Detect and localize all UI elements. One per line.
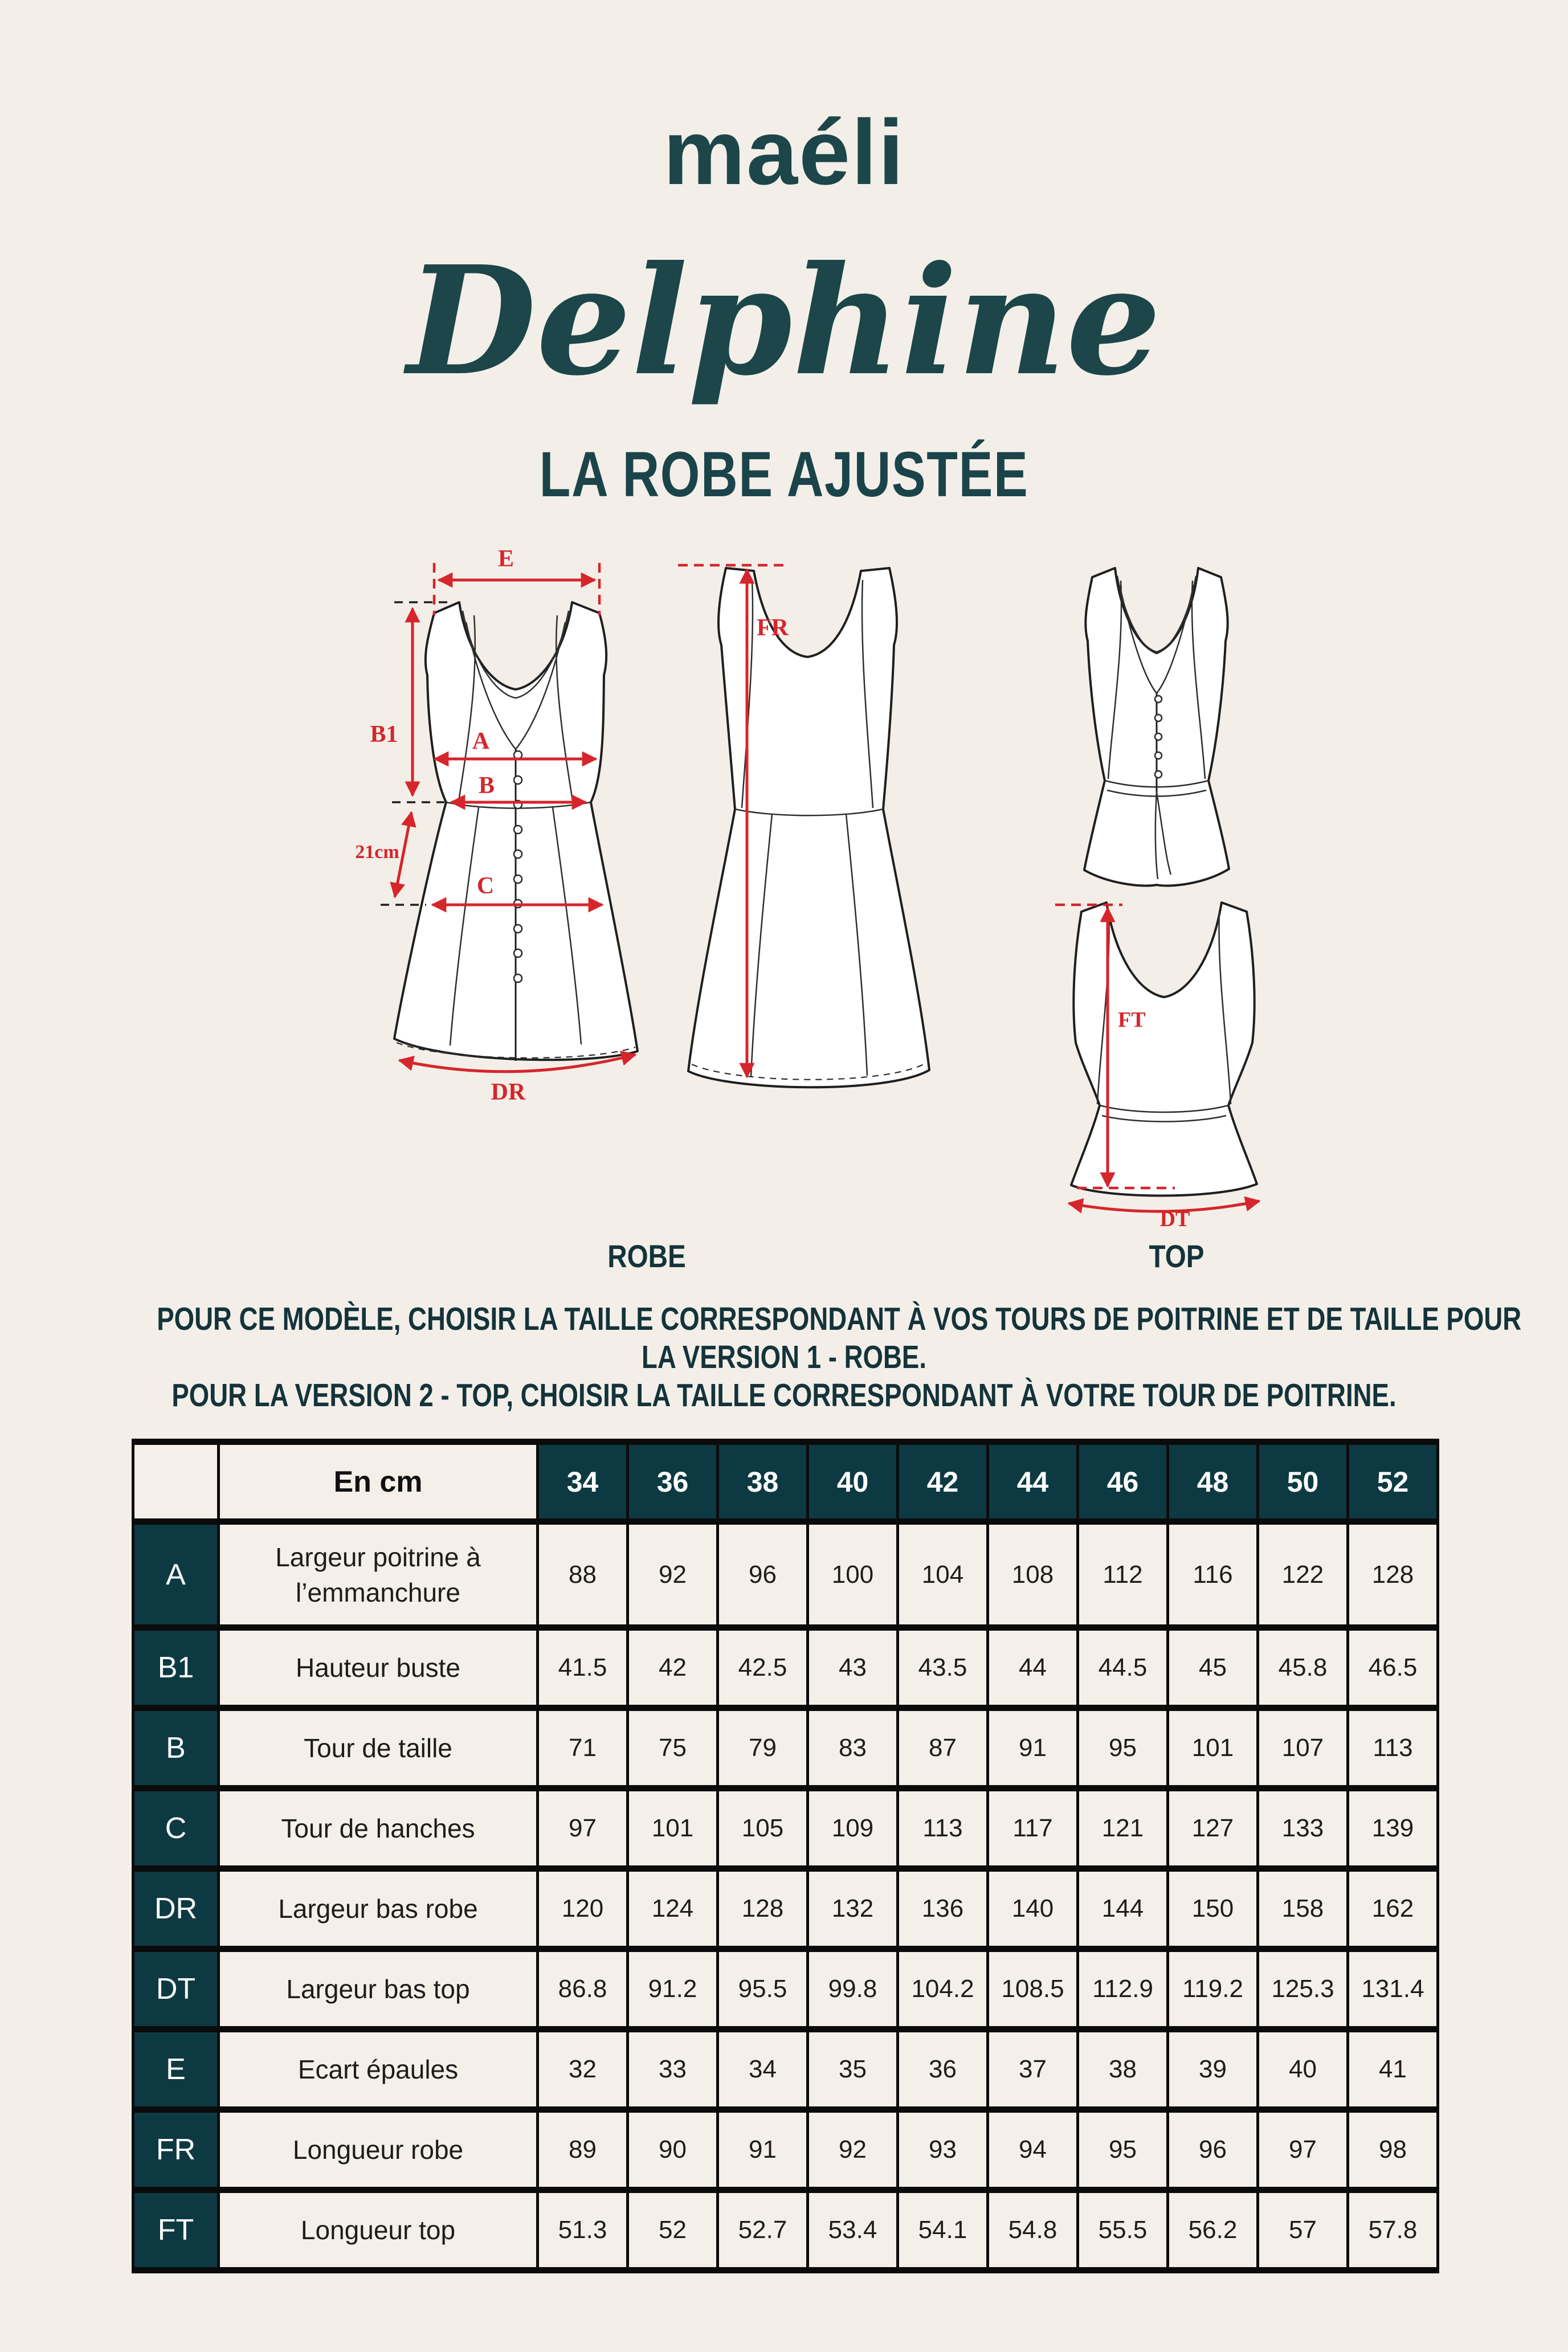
row-code: C bbox=[133, 1788, 219, 1869]
size-value: 140 bbox=[988, 1869, 1078, 1949]
table-row bbox=[133, 1949, 1438, 2030]
size-header: 40 bbox=[808, 1442, 898, 1522]
size-value: 89 bbox=[538, 2110, 628, 2190]
size-value: 41.5 bbox=[538, 1628, 628, 1708]
size-value: 71 bbox=[538, 1708, 628, 1788]
size-value: 131.4 bbox=[1348, 1949, 1438, 2030]
size-value: 39 bbox=[1168, 2030, 1258, 2110]
row-label: Largeur bas top bbox=[219, 1949, 538, 2030]
size-header: 46 bbox=[1078, 1442, 1168, 1522]
size-value: 86.8 bbox=[538, 1949, 628, 2030]
top-front-drawing bbox=[1063, 556, 1251, 895]
pattern-subtitle: LA ROBE AJUSTÉE bbox=[539, 439, 1029, 510]
size-value: 95.5 bbox=[718, 1949, 808, 2030]
size-value: 105 bbox=[718, 1788, 808, 1869]
instruction-line: LA VERSION 1 - ROBE. bbox=[642, 1339, 926, 1375]
size-header: 34 bbox=[538, 1442, 628, 1522]
size-value: 92 bbox=[628, 1522, 718, 1628]
measure-label-fr: FR bbox=[757, 615, 789, 641]
dress-front-drawing bbox=[342, 530, 672, 1105]
size-value: 92 bbox=[808, 2110, 898, 2190]
size-value: 96 bbox=[718, 1522, 808, 1628]
size-value: 125.3 bbox=[1258, 1949, 1348, 2030]
size-value: 132 bbox=[808, 1869, 898, 1949]
size-value: 36 bbox=[898, 2030, 988, 2110]
row-label: Tour de hanches bbox=[219, 1788, 538, 1869]
table-row bbox=[133, 2190, 1438, 2271]
size-value: 119.2 bbox=[1168, 1949, 1258, 2030]
size-value: 51.3 bbox=[538, 2190, 628, 2271]
row-label: Longueur robe bbox=[219, 2110, 538, 2190]
size-value: 90 bbox=[628, 2110, 718, 2190]
table-row bbox=[133, 1708, 1438, 1788]
garment-outline bbox=[688, 568, 929, 1087]
size-value: 83 bbox=[808, 1708, 898, 1788]
size-value: 45 bbox=[1168, 1628, 1258, 1708]
measure-label-a: A bbox=[472, 728, 490, 754]
size-value: 97 bbox=[538, 1788, 628, 1869]
size-value: 101 bbox=[628, 1788, 718, 1869]
size-value: 104.2 bbox=[898, 1949, 988, 2030]
table-row bbox=[133, 2030, 1438, 2110]
size-value: 128 bbox=[1348, 1522, 1438, 1628]
measure-label-21cm: 21cm bbox=[355, 842, 399, 863]
row-label: Largeur bas robe bbox=[219, 1869, 538, 1949]
row-label: Longueur top bbox=[219, 2190, 538, 2271]
size-value: 112.9 bbox=[1078, 1949, 1168, 2030]
size-value: 75 bbox=[628, 1708, 718, 1788]
size-value: 33 bbox=[628, 2030, 718, 2110]
size-value: 91 bbox=[988, 1708, 1078, 1788]
size-header: 44 bbox=[988, 1442, 1078, 1522]
size-value: 55.5 bbox=[1078, 2190, 1168, 2271]
measure-label-b: B bbox=[478, 773, 495, 799]
size-header: 36 bbox=[628, 1442, 718, 1522]
row-code: DT bbox=[133, 1949, 219, 2030]
size-value: 87 bbox=[898, 1708, 988, 1788]
row-code: FR bbox=[133, 2110, 219, 2190]
size-value: 122 bbox=[1258, 1522, 1348, 1628]
row-code: B1 bbox=[133, 1628, 219, 1708]
size-value: 99.8 bbox=[808, 1949, 898, 2030]
size-value: 52 bbox=[628, 2190, 718, 2271]
top-back-garment bbox=[1071, 903, 1257, 1196]
size-value: 88 bbox=[538, 1522, 628, 1628]
size-value: 42 bbox=[628, 1628, 718, 1708]
table-row bbox=[133, 1869, 1438, 1949]
size-value: 38 bbox=[1078, 2030, 1168, 2110]
size-value: 97 bbox=[1258, 2110, 1348, 2190]
size-table bbox=[132, 1439, 1439, 2273]
size-value: 95 bbox=[1078, 1708, 1168, 1788]
top-back-drawing bbox=[1054, 889, 1293, 1231]
size-value: 113 bbox=[1348, 1708, 1438, 1788]
size-value: 43.5 bbox=[898, 1628, 988, 1708]
size-value: 109 bbox=[808, 1788, 898, 1869]
table-header-row bbox=[133, 1442, 1438, 1522]
size-value: 117 bbox=[988, 1788, 1078, 1869]
size-value: 53.4 bbox=[808, 2190, 898, 2271]
table-row bbox=[133, 1788, 1438, 1869]
measure-label-dr: DR bbox=[491, 1079, 526, 1105]
size-value: 121 bbox=[1078, 1788, 1168, 1869]
top-caption: TOP bbox=[1149, 1238, 1204, 1274]
measure-label-c: C bbox=[476, 873, 495, 899]
measure-label-ft: FT bbox=[1118, 1008, 1146, 1032]
size-value: 32 bbox=[538, 2030, 628, 2110]
size-value: 133 bbox=[1258, 1788, 1348, 1869]
size-value: 94 bbox=[988, 2110, 1078, 2190]
dress-back-drawing bbox=[667, 536, 957, 1111]
size-value: 124 bbox=[628, 1869, 718, 1949]
size-value: 95 bbox=[1078, 2110, 1168, 2190]
size-value: 144 bbox=[1078, 1869, 1168, 1949]
size-value: 104 bbox=[898, 1522, 988, 1628]
size-header: 50 bbox=[1258, 1442, 1348, 1522]
size-value: 44.5 bbox=[1078, 1628, 1168, 1708]
unit-header: En cm bbox=[219, 1442, 538, 1522]
size-value: 52.7 bbox=[718, 2190, 808, 2271]
table-row bbox=[133, 1628, 1438, 1708]
dress-back-garment bbox=[688, 568, 929, 1087]
row-code: DR bbox=[133, 1869, 219, 1949]
size-value: 128 bbox=[718, 1869, 808, 1949]
size-value: 37 bbox=[988, 2030, 1078, 2110]
size-value: 136 bbox=[898, 1869, 988, 1949]
row-code: FT bbox=[133, 2190, 219, 2271]
size-value: 98 bbox=[1348, 2110, 1438, 2190]
size-value: 158 bbox=[1258, 1869, 1348, 1949]
size-value: 139 bbox=[1348, 1788, 1438, 1869]
row-code: A bbox=[133, 1522, 219, 1628]
size-value: 112 bbox=[1078, 1522, 1168, 1628]
size-value: 56.2 bbox=[1168, 2190, 1258, 2271]
corner-cell bbox=[133, 1442, 219, 1522]
garment-outline bbox=[1071, 903, 1257, 1196]
size-value: 54.8 bbox=[988, 2190, 1078, 2271]
dress-front-garment bbox=[394, 602, 638, 1061]
brand-logo: maéli bbox=[663, 101, 905, 204]
sizing-instructions bbox=[0, 1300, 1568, 1415]
size-value: 54.1 bbox=[898, 2190, 988, 2271]
size-value: 127 bbox=[1168, 1788, 1258, 1869]
size-value: 96 bbox=[1168, 2110, 1258, 2190]
size-value: 162 bbox=[1348, 1869, 1438, 1949]
size-value: 57.8 bbox=[1348, 2190, 1438, 2271]
size-value: 91.2 bbox=[628, 1949, 718, 2030]
size-value: 44 bbox=[988, 1628, 1078, 1708]
row-label: Ecart épaules bbox=[219, 2030, 538, 2110]
size-value: 116 bbox=[1168, 1522, 1258, 1628]
instruction-line: POUR CE MODÈLE, CHOISIR LA TAILLE CORRESPONDANT À VOS TOURS DE POITRINE ET DE TAILLE POUR bbox=[157, 1301, 1522, 1337]
size-value: 93 bbox=[898, 2110, 988, 2190]
size-value: 42.5 bbox=[718, 1628, 808, 1708]
top-front-garment bbox=[1084, 568, 1229, 886]
row-label: Largeur poitrine à l’emmanchure bbox=[219, 1522, 538, 1628]
row-code: E bbox=[133, 2030, 219, 2110]
table-row bbox=[133, 2110, 1438, 2190]
size-value: 40 bbox=[1258, 2030, 1348, 2110]
measure-label-dt: DT bbox=[1159, 1207, 1190, 1231]
size-value: 41 bbox=[1348, 2030, 1438, 2110]
measure-label-e: E bbox=[497, 546, 514, 572]
measure-label-b1: B1 bbox=[370, 721, 398, 748]
row-label: Tour de taille bbox=[219, 1708, 538, 1788]
size-header: 48 bbox=[1168, 1442, 1258, 1522]
row-label: Hauteur buste bbox=[219, 1628, 538, 1708]
size-value: 101 bbox=[1168, 1708, 1258, 1788]
table-row bbox=[133, 1522, 1438, 1628]
size-value: 100 bbox=[808, 1522, 898, 1628]
size-value: 108 bbox=[988, 1522, 1078, 1628]
size-value: 43 bbox=[808, 1628, 898, 1708]
size-header: 52 bbox=[1348, 1442, 1438, 1522]
size-header: 42 bbox=[898, 1442, 988, 1522]
size-value: 113 bbox=[898, 1788, 988, 1869]
size-value: 46.5 bbox=[1348, 1628, 1438, 1708]
size-value: 79 bbox=[718, 1708, 808, 1788]
size-value: 120 bbox=[538, 1869, 628, 1949]
size-value: 45.8 bbox=[1258, 1628, 1348, 1708]
row-code: B bbox=[133, 1708, 219, 1788]
size-value: 57 bbox=[1258, 2190, 1348, 2271]
size-value: 91 bbox=[718, 2110, 808, 2190]
robe-caption: ROBE bbox=[607, 1238, 686, 1274]
instruction-line: POUR LA VERSION 2 - TOP, CHOISIR LA TAILLE CORRESPONDANT À VOTRE TOUR DE POITRINE. bbox=[172, 1377, 1396, 1414]
size-value: 108.5 bbox=[988, 1949, 1078, 2030]
size-value: 150 bbox=[1168, 1869, 1258, 1949]
size-value: 107 bbox=[1258, 1708, 1348, 1788]
size-value: 35 bbox=[808, 2030, 898, 2110]
size-header: 38 bbox=[718, 1442, 808, 1522]
pattern-title: Delphine bbox=[407, 233, 1161, 409]
size-value: 34 bbox=[718, 2030, 808, 2110]
